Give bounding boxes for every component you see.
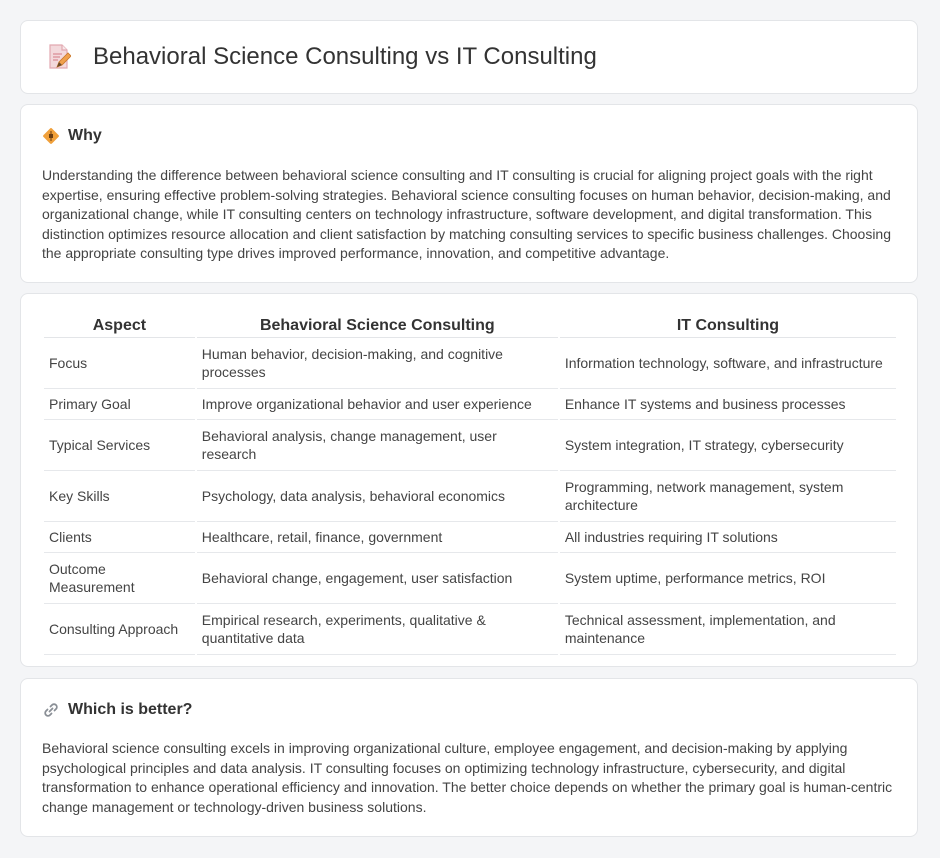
table-row	[44, 471, 896, 522]
table-row	[44, 553, 896, 604]
table-cell: Key Skills	[44, 471, 195, 522]
table-cell: Information technology, software, and infrastructure	[560, 338, 896, 389]
title-card	[20, 20, 918, 94]
why-heading: Why	[68, 127, 102, 144]
table-cell: Programming, network management, system architecture	[560, 471, 896, 522]
table-cell: Enhance IT systems and business processes	[560, 389, 896, 420]
column-header: Behavioral Science Consulting	[197, 314, 558, 338]
table-cell: Technical assessment, implementation, and maintenance	[560, 604, 896, 655]
which-better-heading: Which is better?	[68, 701, 193, 718]
document-pencil-icon	[47, 43, 71, 71]
comparison-card	[20, 293, 918, 667]
table-cell: System uptime, performance metrics, ROI	[560, 553, 896, 604]
table-cell: Consulting Approach	[44, 604, 195, 655]
table-cell: Behavioral change, engagement, user satisfaction	[197, 553, 558, 604]
table-cell: Outcome Measurement	[44, 553, 195, 604]
table-cell: Primary Goal	[44, 389, 195, 420]
table-cell: Empirical research, experiments, qualitative & quantitative data	[197, 604, 558, 655]
table-row	[44, 389, 896, 420]
table-cell: Human behavior, decision-making, and cognitive processes	[197, 338, 558, 389]
why-text: Understanding the difference between behavioral science consulting and IT consulting is crucial for aligning project goals with the right expertise, ensuring effective problem-solving strategies. Behavioral science consulting focuses on human behavior, decision-making, and organizational change, while IT consulting centers on technology infrastructure, software development, and digital transformation. This distinction optimizes resource allocation and client satisfaction by matching consulting services to specific business challenges. Choosing the appropriate consulting type drives improved performance, innovation, and competitive advantage.	[42, 167, 891, 262]
table-row	[44, 522, 896, 553]
which-better-text: Behavioral science consulting excels in improving organizational culture, employee engagement, and decision-making by applying psychological principles and data analysis. IT consulting focuses on optimizing technology infrastructure, cybersecurity, and digital transformation to enhance operational efficiency and innovation. The better choice depends on whether the primary goal is human-centric change management or technology-driven business solutions.	[42, 740, 893, 815]
table-cell: All industries requiring IT solutions	[560, 522, 896, 553]
table-cell: Psychology, data analysis, behavioral economics	[197, 471, 558, 522]
column-header: IT Consulting	[560, 314, 896, 338]
table-row	[44, 338, 896, 389]
comparison-table	[42, 314, 898, 655]
table-cell: Typical Services	[44, 420, 195, 471]
table-cell: Focus	[44, 338, 195, 389]
link-icon	[42, 701, 60, 719]
table-cell: Healthcare, retail, finance, government	[197, 522, 558, 553]
table-row	[44, 420, 896, 471]
which-better-section	[20, 678, 918, 837]
page-title: Behavioral Science Consulting vs IT Consulting	[93, 43, 597, 70]
column-header: Aspect	[44, 314, 195, 338]
diamond-sign-icon	[42, 127, 60, 145]
table-row	[44, 604, 896, 655]
table-cell: System integration, IT strategy, cybersecurity	[560, 420, 896, 471]
table-cell: Improve organizational behavior and user experience	[197, 389, 558, 420]
why-section	[20, 104, 918, 283]
table-cell: Clients	[44, 522, 195, 553]
table-cell: Behavioral analysis, change management, user research	[197, 420, 558, 471]
